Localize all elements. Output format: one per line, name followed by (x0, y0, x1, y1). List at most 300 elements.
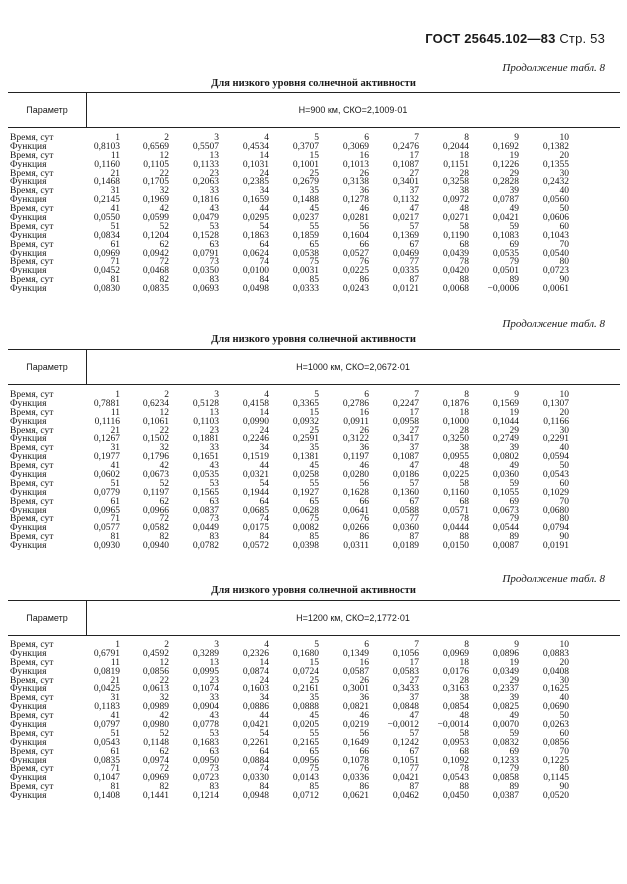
cell-value: 0,2679 (292, 177, 319, 188)
continuation-label: Продолжение табл. 8 (502, 318, 605, 330)
cell-value: 41 (110, 461, 120, 472)
cell-value: 22 (159, 168, 169, 179)
cell-value: 26 (359, 675, 369, 686)
cell-value: 13 (209, 657, 219, 668)
cell-value: 0,1796 (142, 452, 169, 463)
cell-value: 0,0143 (292, 773, 319, 784)
cell-value: 49 (509, 461, 519, 472)
cell-value: 37 (409, 693, 419, 704)
cell-value: 5 (314, 640, 319, 650)
cell-value: 40 (559, 186, 569, 197)
cell-value: 0,0439 (442, 248, 469, 259)
cell-value: 0,1307 (542, 398, 569, 409)
cell-value: 10 (559, 640, 569, 650)
cell-value: 55 (309, 221, 319, 232)
cell-value: 0,1233 (492, 755, 519, 766)
cell-value: 79 (509, 764, 519, 775)
cell-value: 18 (459, 407, 469, 418)
cell-value: 0,0225 (342, 266, 369, 277)
cell-value: 22 (159, 425, 169, 436)
cell-value: 82 (159, 275, 169, 286)
cell-value: 6 (364, 133, 369, 143)
cell-value: 0,0802 (492, 452, 519, 463)
cell-value: 0,1197 (343, 452, 369, 463)
row-label: Функция (10, 416, 47, 427)
cell-value: 0,1369 (392, 230, 419, 241)
cell-value: 0,2828 (492, 177, 519, 188)
cell-value: 0,1083 (492, 230, 519, 241)
cell-value: 0,0266 (342, 523, 369, 534)
cell-value: 4 (264, 390, 269, 400)
cell-value: 42 (159, 711, 169, 722)
cell-value: 34 (259, 693, 269, 704)
cell-value: 0,1408 (93, 791, 120, 802)
cell-value: 3 (214, 640, 219, 650)
cell-value: 11 (110, 657, 120, 668)
cell-value: 58 (459, 478, 469, 489)
row-label: Время, сут (10, 257, 54, 268)
cell-value: 85 (309, 275, 319, 286)
cell-value: 1 (115, 640, 120, 650)
cell-value: 83 (209, 782, 219, 793)
cell-value: 0,0150 (442, 541, 469, 552)
cell-value: 26 (359, 168, 369, 179)
cell-value: 0,0825 (492, 702, 519, 713)
cell-value: 0,1160 (443, 487, 469, 498)
cell-value: 0,0191 (542, 541, 569, 552)
cell-value: 0,0571 (442, 505, 469, 516)
cell-value: 23 (209, 168, 219, 179)
cell-value: 0,0791 (192, 248, 219, 259)
cell-value: 0,6791 (93, 648, 120, 659)
row-label: Функция (10, 452, 47, 463)
cell-value: 77 (409, 257, 419, 268)
cell-value: 0,0587 (342, 666, 369, 677)
row-label: Время, сут (10, 640, 54, 650)
cell-value: 0,3417 (392, 434, 419, 445)
cell-value: 0,0421 (492, 213, 519, 224)
cell-value: 70 (559, 496, 569, 507)
cell-value: 0,0778 (192, 720, 219, 731)
cell-value: 0,0673 (142, 470, 169, 481)
function-row (8, 285, 620, 294)
cell-value: 25 (309, 168, 319, 179)
cell-value: 38 (459, 443, 469, 454)
cell-value: 0,0087 (492, 541, 519, 552)
cell-value: 0,0176 (442, 666, 469, 677)
row-label: Функция (10, 666, 47, 677)
cell-value: 39 (509, 186, 519, 197)
row-label: Время, сут (10, 728, 54, 739)
cell-value: 0,0594 (542, 452, 569, 463)
cell-value: 0,1680 (292, 648, 319, 659)
cell-value: 0,1061 (142, 416, 169, 427)
cell-value: 81 (110, 275, 120, 286)
cell-value: 56 (359, 728, 369, 739)
row-label: Время, сут (10, 186, 54, 197)
cell-value: 0,0624 (242, 248, 269, 259)
cell-value: 0,0538 (292, 248, 319, 259)
cell-value: 0,0874 (242, 666, 269, 677)
cell-value: 0,1148 (143, 737, 169, 748)
cell-value: 0,3001 (342, 684, 369, 695)
cell-value: 30 (559, 425, 569, 436)
cell-value: 0,1103 (193, 416, 219, 427)
cell-value: 0,1092 (442, 755, 469, 766)
cell-value: 25 (309, 675, 319, 686)
cell-value: 73 (209, 764, 219, 775)
cell-value: 17 (409, 150, 419, 161)
row-label: Функция (10, 523, 47, 534)
cell-value: 0,1166 (543, 416, 569, 427)
cell-value: 0,1151 (443, 159, 469, 170)
cell-value: 0,1604 (342, 230, 369, 241)
cell-value: 0,1116 (94, 416, 120, 427)
cell-value: 73 (209, 257, 219, 268)
cell-value: 90 (559, 782, 569, 793)
cell-value: 0,1349 (342, 648, 369, 659)
cell-value: 35 (309, 186, 319, 197)
cell-value: 0,2291 (542, 434, 569, 445)
cell-value: 0,0779 (93, 487, 120, 498)
cell-value: 0,5128 (192, 398, 219, 409)
cell-value: 0,0990 (242, 416, 269, 427)
section-title: Для низкого уровня солнечной активности (211, 78, 416, 89)
row-label: Функция (10, 487, 47, 498)
cell-value: 5 (314, 133, 319, 143)
cell-value: 0,1816 (192, 195, 219, 206)
cell-value: 32 (159, 693, 169, 704)
cell-value: 15 (309, 407, 319, 418)
cell-value: 0,0794 (542, 523, 569, 534)
cell-value: 0,2432 (542, 177, 569, 188)
cell-value: 0,0295 (242, 213, 269, 224)
cell-value: 0,1944 (242, 487, 269, 498)
cell-value: 84 (259, 532, 269, 543)
cell-value: 0,3250 (442, 434, 469, 445)
cell-value: 0,1197 (143, 487, 169, 498)
cell-value: 68 (459, 239, 469, 250)
cell-value: 0,0479 (192, 213, 219, 224)
cell-value: 89 (509, 275, 519, 286)
cell-value: 71 (110, 514, 120, 525)
cell-value: 46 (359, 461, 369, 472)
row-label: Функция (10, 702, 47, 713)
cell-value: 18 (459, 657, 469, 668)
cell-value: 59 (509, 728, 519, 739)
cell-value: 0,0969 (142, 773, 169, 784)
cell-value: 0,0995 (192, 666, 219, 677)
cell-value: 38 (459, 693, 469, 704)
cell-value: 33 (209, 693, 219, 704)
row-label: Время, сут (10, 782, 54, 793)
cell-value: 23 (209, 425, 219, 436)
cell-value: 0,0948 (242, 791, 269, 802)
cell-value: 0,1225 (542, 755, 569, 766)
row-label: Функция (10, 720, 47, 731)
row-label: Время, сут (10, 675, 54, 686)
cell-value: 0,1692 (492, 141, 519, 152)
cell-value: 0,0321 (242, 470, 269, 481)
cell-value: 0,1649 (342, 737, 369, 748)
cell-value: 11 (110, 407, 120, 418)
cell-value: 0,0450 (442, 791, 469, 802)
cell-value: 35 (309, 693, 319, 704)
cell-value: 0,0932 (292, 416, 319, 427)
cell-value: 0,0884 (242, 755, 269, 766)
cell-value: 26 (359, 425, 369, 436)
cell-value: 0,1031 (242, 159, 269, 170)
cell-value: 0,0958 (392, 416, 419, 427)
cell-value: 0,0685 (242, 505, 269, 516)
cell-value: 0,0360 (392, 523, 419, 534)
cell-value: 54 (259, 478, 269, 489)
cell-value: 68 (459, 746, 469, 757)
row-label: Функция (10, 159, 47, 170)
cell-value: 74 (259, 257, 269, 268)
cell-value: 0,1051 (392, 755, 419, 766)
cell-value: 58 (459, 221, 469, 232)
section-title: Для низкого уровня солнечной активности (211, 334, 416, 345)
cell-value: 0,2044 (442, 141, 469, 152)
cell-value: 0,0225 (442, 470, 469, 481)
cell-value: 47 (409, 711, 419, 722)
cell-value: 0,1132 (393, 195, 419, 206)
cell-value: 32 (159, 186, 169, 197)
row-label: Время, сут (10, 514, 54, 525)
cell-value: 0,1382 (542, 141, 569, 152)
cell-value: 0,0498 (242, 284, 269, 295)
cell-value: 0,0468 (142, 266, 169, 277)
cell-value: 0,1056 (392, 648, 419, 659)
cell-value: 29 (509, 675, 519, 686)
cell-value: 40 (559, 443, 569, 454)
cell-value: 0,1214 (192, 791, 219, 802)
cell-value: 13 (209, 407, 219, 418)
row-label: Функция (10, 434, 47, 445)
cell-value: 0,0330 (242, 773, 269, 784)
cell-value: 0,0175 (242, 523, 269, 534)
cell-value: 21 (110, 168, 120, 179)
cell-value: 0,0819 (93, 666, 120, 677)
row-label: Функция (10, 230, 47, 241)
cell-value: 0,0858 (492, 773, 519, 784)
row-label: Время, сут (10, 239, 54, 250)
cell-value: 75 (309, 514, 319, 525)
cell-value: 0,0588 (392, 505, 419, 516)
cell-value: 0,0535 (492, 248, 519, 259)
cell-value: 52 (159, 221, 169, 232)
cell-value: 0,0940 (142, 541, 169, 552)
cell-value: 44 (259, 204, 269, 215)
cell-value: 48 (459, 711, 469, 722)
cell-value: 88 (459, 275, 469, 286)
cell-value: 57 (409, 478, 419, 489)
cell-value: 0,0408 (542, 666, 569, 677)
cell-value: 79 (509, 257, 519, 268)
cell-value: 85 (309, 782, 319, 793)
cell-value: 0,1001 (292, 159, 319, 170)
cell-value: 35 (309, 443, 319, 454)
cell-value: 61 (110, 746, 120, 757)
row-label: Время, сут (10, 532, 54, 543)
cell-value: 0,0621 (342, 791, 369, 802)
cell-value: 24 (259, 425, 269, 436)
cell-value: 0,1381 (292, 452, 319, 463)
cell-value: 0,1355 (542, 159, 569, 170)
cell-value: 0,3258 (442, 177, 469, 188)
cell-value: 0,0856 (142, 666, 169, 677)
cell-value: 77 (409, 764, 419, 775)
cell-value: 0,3069 (342, 141, 369, 152)
cell-value: 0,0560 (542, 195, 569, 206)
cell-value: 86 (359, 275, 369, 286)
cell-value: 0,0835 (93, 755, 120, 766)
cell-value: 66 (359, 496, 369, 507)
cell-value: 66 (359, 239, 369, 250)
row-label: Функция (10, 141, 47, 152)
cell-value: 0,1047 (93, 773, 120, 784)
cell-value: 0,0237 (292, 213, 319, 224)
cell-value: 65 (309, 746, 319, 757)
row-label: Время, сут (10, 275, 54, 286)
cell-value: 79 (509, 514, 519, 525)
cell-value: 60 (559, 478, 569, 489)
cell-value: 64 (259, 496, 269, 507)
cell-value: 88 (459, 532, 469, 543)
cell-value: 0,1565 (192, 487, 219, 498)
row-label: Время, сут (10, 693, 54, 704)
row-label: Время, сут (10, 150, 54, 161)
cell-value: 0,0854 (442, 702, 469, 713)
cell-value: 55 (309, 728, 319, 739)
cell-value: 0,7881 (93, 398, 120, 409)
cell-value: 0,0883 (542, 648, 569, 659)
cell-value: 66 (359, 746, 369, 757)
row-label: Время, сут (10, 478, 54, 489)
cell-value: 0,0543 (442, 773, 469, 784)
cell-value: 75 (309, 764, 319, 775)
cell-value: 7 (414, 390, 419, 400)
cell-value: 0,6569 (142, 141, 169, 152)
cell-value: 27 (409, 168, 419, 179)
row-label: Время, сут (10, 168, 54, 179)
cell-value: 0,0243 (342, 284, 369, 295)
row-label: Время, сут (10, 746, 54, 757)
cell-value: 7 (414, 640, 419, 650)
cell-value: 0,1183 (94, 702, 120, 713)
continuation-label: Продолжение табл. 8 (502, 62, 605, 74)
cell-value: 8 (464, 390, 469, 400)
cell-value: 78 (459, 514, 469, 525)
cell-value: 0,1569 (492, 398, 519, 409)
row-label: Время, сут (10, 221, 54, 232)
cell-value: 0,1927 (292, 487, 319, 498)
cell-value: 0,1876 (442, 398, 469, 409)
row-label: Время, сут (10, 204, 54, 215)
cell-value: 0,2161 (292, 684, 319, 695)
cell-value: 82 (159, 532, 169, 543)
cell-value: 0,0950 (192, 755, 219, 766)
cell-value: 80 (559, 514, 569, 525)
cell-value: 74 (259, 514, 269, 525)
cell-value: 0,0886 (242, 702, 269, 713)
cell-value: 0,1441 (142, 791, 169, 802)
cell-value: 19 (509, 657, 519, 668)
cell-value: 21 (110, 675, 120, 686)
cell-value: 0,0989 (142, 702, 169, 713)
cell-value: 24 (259, 675, 269, 686)
row-label: Функция (10, 737, 47, 748)
cell-value: 0,3433 (392, 684, 419, 695)
cell-value: 0,0821 (342, 702, 369, 713)
cell-value: 0,1133 (193, 159, 219, 170)
continuation-label: Продолжение табл. 8 (502, 573, 605, 585)
cell-value: 0,2261 (242, 737, 269, 748)
cell-value: 0,0787 (492, 195, 519, 206)
cell-value: 0,0969 (442, 648, 469, 659)
cell-value: 0,0972 (442, 195, 469, 206)
cell-value: 27 (409, 675, 419, 686)
row-label: Время, сут (10, 133, 54, 143)
cell-value: 0,0543 (93, 737, 120, 748)
cell-value: 14 (259, 150, 269, 161)
cell-value: 0,0723 (192, 773, 219, 784)
cell-value: 19 (509, 407, 519, 418)
cell-value: 34 (259, 186, 269, 197)
cell-value: 0,0888 (292, 702, 319, 713)
cell-value: 0,0335 (392, 266, 419, 277)
cell-value: 49 (509, 711, 519, 722)
row-label: Функция (10, 541, 47, 552)
cell-value: 76 (359, 764, 369, 775)
cell-value: 0,0333 (292, 284, 319, 295)
cell-value: 0,0425 (93, 684, 120, 695)
cell-value: 0,0070 (492, 720, 519, 731)
row-label: Функция (10, 755, 47, 766)
cell-value: 0,3122 (342, 434, 369, 445)
cell-value: 0,0535 (192, 470, 219, 481)
cell-value: 64 (259, 239, 269, 250)
cell-value: 63 (209, 239, 219, 250)
cell-value: 0,0955 (442, 452, 469, 463)
cell-value: 87 (409, 782, 419, 793)
cell-value: 0,0980 (142, 720, 169, 731)
cell-value: 0,0628 (292, 505, 319, 516)
cell-value: 64 (259, 746, 269, 757)
cell-value: 46 (359, 204, 369, 215)
row-label: Функция (10, 505, 47, 516)
cell-value: 67 (409, 239, 419, 250)
cell-value: 0,2326 (242, 648, 269, 659)
cell-value: 78 (459, 764, 469, 775)
cell-value: 0,0061 (542, 284, 569, 295)
cell-value: 0,0398 (292, 541, 319, 552)
cell-value: 29 (509, 168, 519, 179)
cell-value: 42 (159, 204, 169, 215)
cell-value: 0,2385 (242, 177, 269, 188)
cell-value: 0,0956 (292, 755, 319, 766)
cell-value: 68 (459, 496, 469, 507)
cell-value: 0,0896 (492, 648, 519, 659)
row-label: Функция (10, 248, 47, 259)
cell-value: 67 (409, 746, 419, 757)
cell-value: 0,4158 (242, 398, 269, 409)
cell-value: 90 (559, 275, 569, 286)
cell-value: 0,0527 (342, 248, 369, 259)
cell-value: 0,0582 (142, 523, 169, 534)
cell-value: 0,1625 (542, 684, 569, 695)
